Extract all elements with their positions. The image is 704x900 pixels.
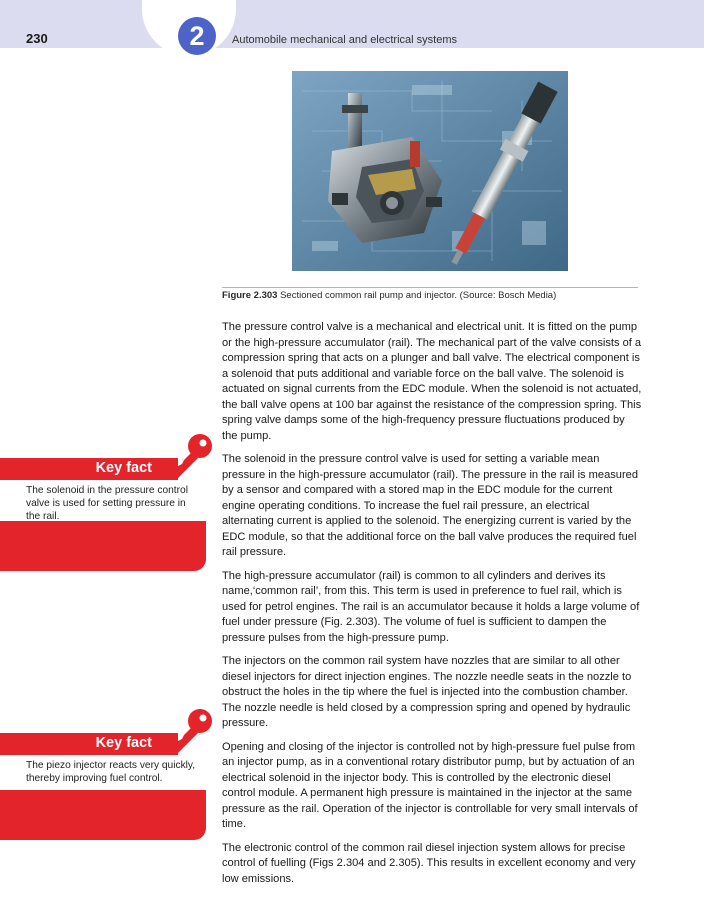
body-paragraph: The pressure control valve is a mechanical and electrical unit. It is fitted on the pump or the high-pressure accumulator (rail). The mechanical part of the valve consists of a compression spring that acts on a plunger and ball valve. The electrical component is a solenoid that puts additional and variable force on the ball valve. The solenoid is actuated on signal currents from the EDC module. When the solenoid is not actuated, the ball valve opens at 100 bar against the resistance of the compression spring. This spring valve damps some of the high-frequency pressure fluctuations produced by the pump. [222, 321, 642, 442]
figure-caption-text: Sectioned common rail pump and injector. (Source: Bosch Media) [280, 290, 557, 301]
pump-injector-illustration [292, 71, 568, 271]
key-fact-box [0, 458, 210, 571]
key-fact-bottom-band [0, 521, 206, 571]
key-fact-title-bar [0, 733, 178, 755]
body-paragraph: The solenoid in the pressure control valve is used for setting a variable mean pressure in the high-pressure accumulator (rail). The pressure in the rail is measured by a sensor and compared with a stored map in the EDC module for the current engine operating conditions. To increase the fuel rail pressure, an electrical alternating current is applied to the solenoid. The energizing current is varied by the EDC module, so that the additional force on the ball valve produces the required fuel rail pressure. [222, 453, 638, 558]
key-fact-title: Key fact [95, 735, 152, 751]
key-fact-title-bar [0, 458, 178, 480]
running-head: Automobile mechanical and electrical systems [232, 34, 457, 46]
key-fact-bottom-band [0, 790, 206, 840]
body-text [222, 320, 642, 895]
key-fact-text: The piezo injector reacts very quickly, thereby improving fuel control. [0, 755, 210, 790]
body-paragraph: The injectors on the common rail system have nozzles that are similar to all other diesel injectors for direct injection engines. The nozzle needle seats in the nozzle to obstruct the holes in the tip where the fuel is injected into the combustion chamber. The nozzle needle is held closed by a compression spring and opened by hydraulic pressure. [222, 655, 632, 729]
page-number: 230 [26, 31, 48, 46]
key-icon [162, 432, 214, 484]
body-paragraph: Opening and closing of the injector is controlled not by high-pressure fuel pulse from an injector pump, as in a conventional rotary distributor pump, but by actuation of an electrical solenoid in the injector body. This is controlled by the electronic diesel control module. A permanent high pressure is maintained in the injector at the same pressure as the rail. Operation of the injector is controllable for very small intervals of time. [222, 740, 638, 830]
key-fact-box [0, 733, 210, 840]
body-paragraph: The high-pressure accumulator (rail) is common to all cylinders and derives its name,‘common rail’, from this. This term is used in preference to fuel rail, which is used for petrol engines. The rail is an accumulator because it holds a large volume of fuel under pressure (Fig. 2.303). The volume of fuel is sufficient to dampen the pressure pulses from the high-pressure pump. [222, 569, 640, 644]
figure-caption [222, 290, 638, 301]
figure-rule [222, 287, 638, 288]
key-icon [162, 707, 214, 759]
key-fact-title: Key fact [95, 460, 152, 476]
figure-image [292, 71, 568, 271]
chapter-number: 2 [189, 20, 205, 51]
figure-label: Figure 2.303 [222, 290, 278, 301]
body-paragraph: The electronic control of the common rail diesel injection system allows for precise control of fuelling (Figs 2.304 and 2.305). This results in excellent economy and very low emissions. [222, 841, 636, 885]
chapter-number-badge [178, 17, 216, 55]
key-fact-text: The solenoid in the pressure control valve is used for setting pressure in the rail. [0, 480, 210, 521]
